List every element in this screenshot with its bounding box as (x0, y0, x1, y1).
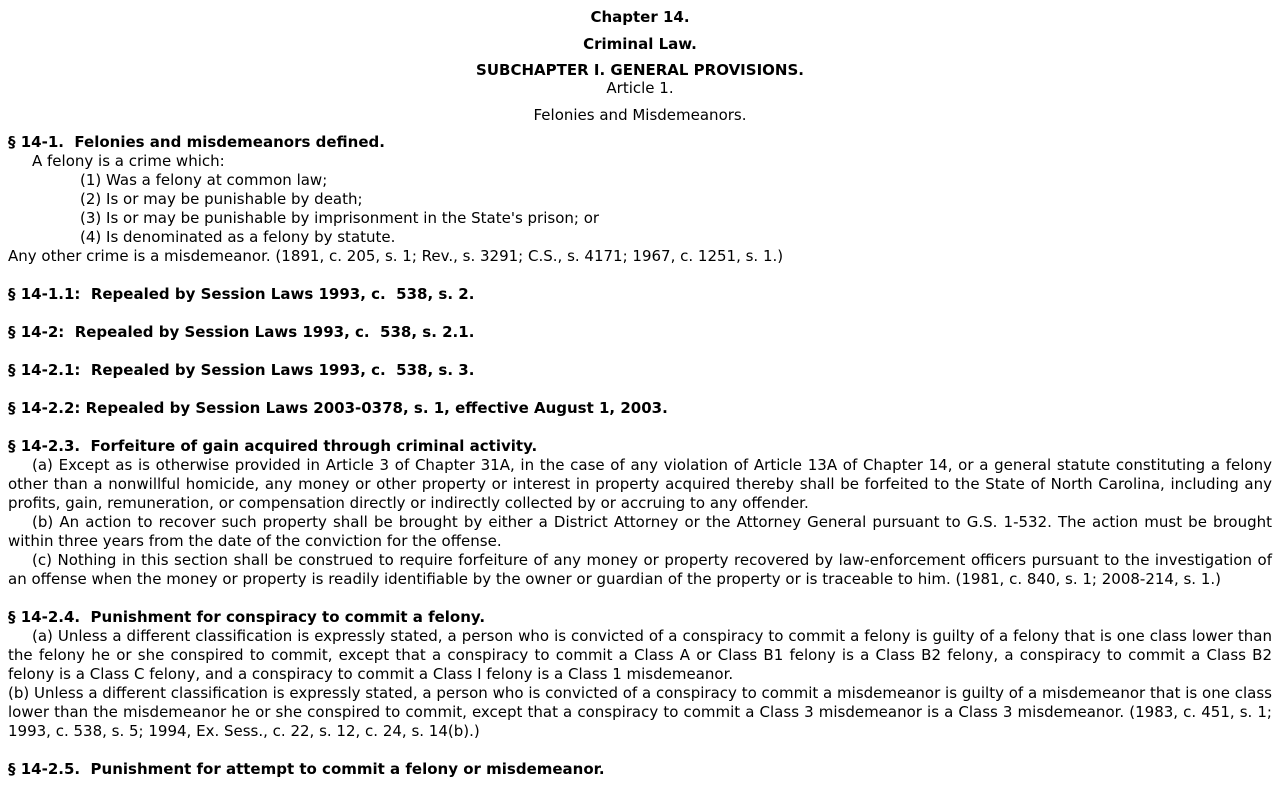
section-heading: § 14-2.4. Punishment for conspiracy to commit a felony. (8, 608, 486, 626)
list-item: (3) Is or may be punishable by imprisonment in the State's prison; or (80, 209, 600, 227)
chapter-heading: Chapter 14. (590, 8, 690, 26)
subsection-b: (b) An action to recover such property shall be brought by either a District Attorney or the Attorney General pursuant to G.S. 1-532. The action must be brought within three years from the date of the conviction for the offense. (8, 513, 1272, 550)
subchapter-heading: SUBCHAPTER I. GENERAL PROVISIONS. (476, 61, 804, 79)
section-14-2-4 (8, 608, 1272, 741)
article-heading: Article 1. (606, 79, 674, 97)
section-heading: § 14-1. Felonies and misdemeanors defined. (8, 133, 385, 151)
subsection-a: (a) Unless a different classification is expressly stated, a person who is convicted of a conspiracy to commit a felony is guilty of a felony that is one class lower than the felony he or she conspired to commit, except that a conspiracy to commit a Class A or Class B1 felony is a Class B2 felony, a conspiracy to commit a Class B2 felony is a Class C felony, and a conspiracy to commit a Class I felony is a Class 1 misdemeanor. (8, 627, 1272, 683)
article-title: Felonies and Misdemeanors. (533, 106, 747, 124)
section-14-1-1-heading: § 14-1.1: Repealed by Session Laws 1993, c. 538, s. 2. (8, 285, 475, 303)
list-item: (4) Is denominated as a felony by statute. (80, 228, 396, 246)
section-14-2-3 (8, 437, 1272, 589)
section-closing: Any other crime is a misdemeanor. (1891, c. 205, s. 1; Rev., s. 3291; C.S., s. 4171; 1967, c. 1251, s. 1.) (8, 247, 784, 265)
section-14-1 (8, 133, 1272, 266)
section-14-2-5-heading: § 14-2.5. Punishment for attempt to commit a felony or misdemeanor. (8, 760, 605, 778)
subsection-c: (c) Nothing in this section shall be construed to require forfeiture of any money or property recovered by law-enforcement officers pursuant to the investigation of an offense when the money or property is readily identifiable by the owner or guardian of the property or is traceable to him. (1981, c. 840, s. 1; 2008-214, s. 1.) (8, 551, 1272, 588)
subsection-a: (a) Except as is otherwise provided in Article 3 of Chapter 31A, in the case of any violation of Article 13A of Chapter 14, or a general statute constituting a felony other than a nonwillful homicide, any money or other property or interest in property acquired thereby shall be forfeited to the State of North Carolina, including any profits, gain, remuneration, or compensation directly or indirectly collected by or accruing to any offender. (8, 456, 1272, 512)
subsection-b: (b) Unless a different classification is expressly stated, a person who is convicted of a conspiracy to commit a misdemeanor is guilty of a misdemeanor that is one class lower than the misdemeanor he or she conspired to commit, except that a conspiracy to commit a Class 3 misdemeanor is a Class 3 misdemeanor. (1983, c. 451, s. 1; 1993, c. 538, s. 5; 1994, Ex. Sess., c. 22, s. 12, c. 24, s. 14(b).) (8, 684, 1272, 740)
list-item: (2) Is or may be punishable by death; (80, 190, 363, 208)
chapter-title: Criminal Law. (583, 35, 697, 53)
section-14-2-2-heading: § 14-2.2: Repealed by Session Laws 2003-0378, s. 1, effective August 1, 2003. (8, 399, 668, 417)
section-heading: § 14-2.3. Forfeiture of gain acquired through criminal activity. (8, 437, 538, 455)
list-item: (1) Was a felony at common law; (80, 171, 328, 189)
section-14-2-1-heading: § 14-2.1: Repealed by Session Laws 1993, c. 538, s. 3. (8, 361, 475, 379)
section-intro: A felony is a crime which: (32, 152, 225, 170)
section-14-2-heading: § 14-2: Repealed by Session Laws 1993, c. 538, s. 2.1. (8, 323, 475, 341)
